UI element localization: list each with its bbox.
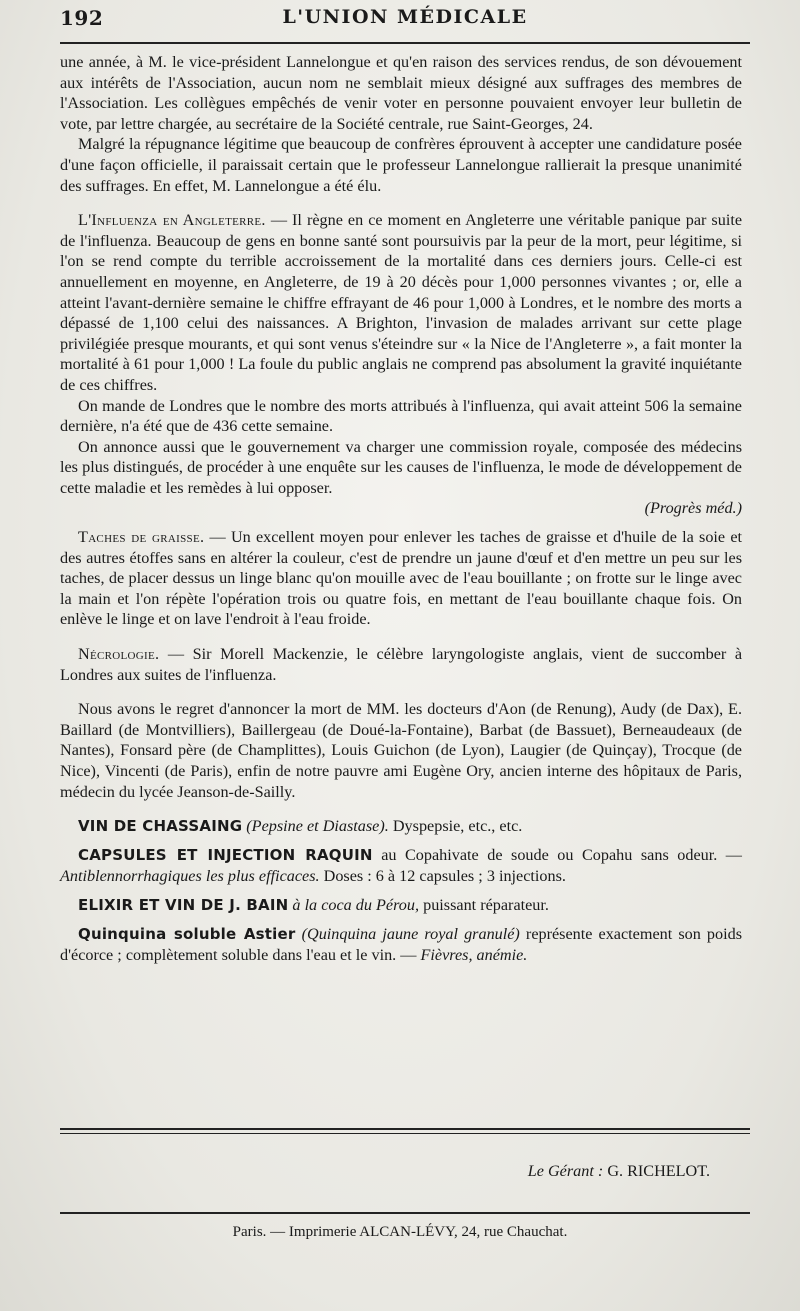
ad-chassaing-brand: VIN DE CHASSAING <box>78 817 243 836</box>
paragraph-influenza <box>60 210 742 395</box>
gerant-signature <box>60 1162 710 1181</box>
ad-raquin-italic: Antiblennorrhagiques les plus efficaces. <box>60 867 320 886</box>
necrology-text: — Sir Morell Mackenzie, le célèbre laryngologiste anglais, vient de succomber à Londres aux suites de l'influenza. <box>60 645 742 684</box>
paragraph-royal-commission: On annonce aussi que le gouvernement va charger une commission royale, composée des médecins les plus distingués, de procéder à une enquête sur les causes de l'influenza, le mode de développement de cette maladie et les remèdes à lui opposer. <box>60 437 742 497</box>
taches-heading: Taches de graisse. <box>78 528 205 547</box>
ad-bain-text: puissant réparateur. <box>419 896 549 915</box>
ad-raquin-text2: Doses : 6 à 12 capsules ; 3 injections. <box>319 867 566 886</box>
article-body <box>60 52 742 966</box>
paragraph-lannelongue: Malgré la répugnance légitime que beaucoup de confrères éprouvent à accepter une candidature posée d'une façon officielle, il paraissait certain que le professeur Lannelongue rallierait la presque unanimité des suffrages. En effet, M. Lannelongue a été élu. <box>60 135 742 195</box>
ad-astier-brand: Quinquina soluble Astier <box>78 925 296 944</box>
paragraph-necrology <box>60 644 742 685</box>
ad-bain <box>60 895 742 916</box>
ad-astier-text: représente exactement son poids d'écorce ; complètement soluble dans l'eau et le vin. — <box>60 925 742 965</box>
necrology-heading: Nécrologie. <box>78 645 160 664</box>
footer-rule-top-thin <box>60 1133 750 1134</box>
ad-chassaing <box>60 816 742 837</box>
page-header <box>60 2 750 36</box>
paragraph-election: une année, à M. le vice-président Lannelongue et qu'en raison des services rendus, de son dévouement aux intérêts de l'Association, aucun nom ne semblait mieux désigné aux suffrages des membres de l'Association. Les collègues empêchés de venir voter en personne pouvaient envoyer leur bulletin de vote, par lettre chargée, au secrétaire de la Société centrale, rue Saint-Georges, 24. <box>60 53 742 133</box>
taches-text: — Un excellent moyen pour enlever les taches de graisse et d'huile de la soie et des autres étoffes sans en altérer la couleur, c'est de prendre un jaune d'œuf et d'en mettre un peu sur les taches, de placer dessus un linge blanc qu'on mouille avec de l'eau bouillante ; on frotte sur le linge avec la main et l'on répète l'opération trois ou quatre fois, en mettant de l'eau bouillante chaque fois. On enlève le linge et on lave l'endroit à l'eau froide. <box>60 528 742 629</box>
running-title: L'UNION MÉDICALE <box>282 6 528 28</box>
influenza-text: — Il règne en ce moment en Angleterre une véritable panique par suite de l'influenza. Beaucoup de gens en bonne santé sont poursuivis par la peur de la mort, peur légitime, si l'on se rend compte du terrible accroissement de la mortalité dans ces derniers jours. Celle-ci est annuellement en moyenne, en Angleterre, de 19 à 20 décès pour 1,000 personnes vivantes ; or, elle a atteint l'avant-dernière semaine le chiffre effrayant de 46 pour 1,000 à Londres, et le nombre des morts a dépassé de 1,100 celui des naissances. A Brighton, l'invasion de malades arrivant sur cette plage privilégiée presque mourants, et qui sont venus s'éteindre sur « la Nice de l'Angleterre », a fait monter la mortalité à 61 pour 1,000 ! La foule du public anglais ne comprend pas absolument la gravité inquiétante de ces chiffres. <box>60 211 742 394</box>
paragraph-obituaries: Nous avons le regret d'annoncer la mort de MM. les docteurs d'Aon (de Renung), Audy (de Dax), E. Baillard (de Montvilliers), Baillergeau (de Doué-la-Fontaine), Barbat (de Bassuet), Berneaudeaux (de Nantes), Fonsard père (de Champlittes), Louis Guichon (de Lyon), Laugier (de Quinçay), Trocque (de Nice), Vincenti (de Paris), enfin de notre pauvre ami Eugène Ory, ancien interne des hôpitaux de Paris, médecin du lycée Jeanson-de-Sailly. <box>60 700 742 801</box>
gerant-label: Le Gérant : <box>527 1162 604 1180</box>
ad-bain-brand: ELIXIR ET VIN DE J. BAIN <box>78 896 289 915</box>
paragraph-grease-stains <box>60 527 742 630</box>
ad-raquin-text1: au Copahivate de soude ou Copahu sans odeur. — <box>372 846 742 865</box>
header-rule <box>60 42 750 44</box>
ad-bain-italic: à la coca du Pérou, <box>292 896 420 915</box>
ad-raquin <box>60 845 742 887</box>
paragraph-london-deaths: On mande de Londres que le nombre des morts attribués à l'influenza, qui avait atteint 506 la semaine dernière, n'a été que de 436 cette semaine. <box>60 396 742 436</box>
printer-line: Paris. — Imprimerie ALCAN-LÉVY, 24, rue Chauchat. <box>232 1224 568 1240</box>
ad-astier-italic2: Fièvres, anémie. <box>420 946 528 965</box>
ad-chassaing-italic: (Pepsine et Diastase). <box>246 817 389 836</box>
ad-raquin-brand: CAPSULES ET INJECTION RAQUIN <box>78 846 373 865</box>
gerant-name: G. RICHELOT. <box>603 1162 710 1180</box>
footer-rule-bottom <box>60 1212 750 1214</box>
influenza-heading: L'Influenza en Angleterre. <box>78 211 266 230</box>
page-number: 192 <box>60 6 104 30</box>
source-citation: (Progrès méd.) <box>644 499 742 518</box>
footer-rule-top <box>60 1128 750 1130</box>
ad-astier <box>60 924 742 966</box>
ad-astier-italic1: (Quinquina jaune royal granulé) <box>301 925 520 944</box>
ad-chassaing-text: Dyspepsie, etc., etc. <box>388 817 523 836</box>
